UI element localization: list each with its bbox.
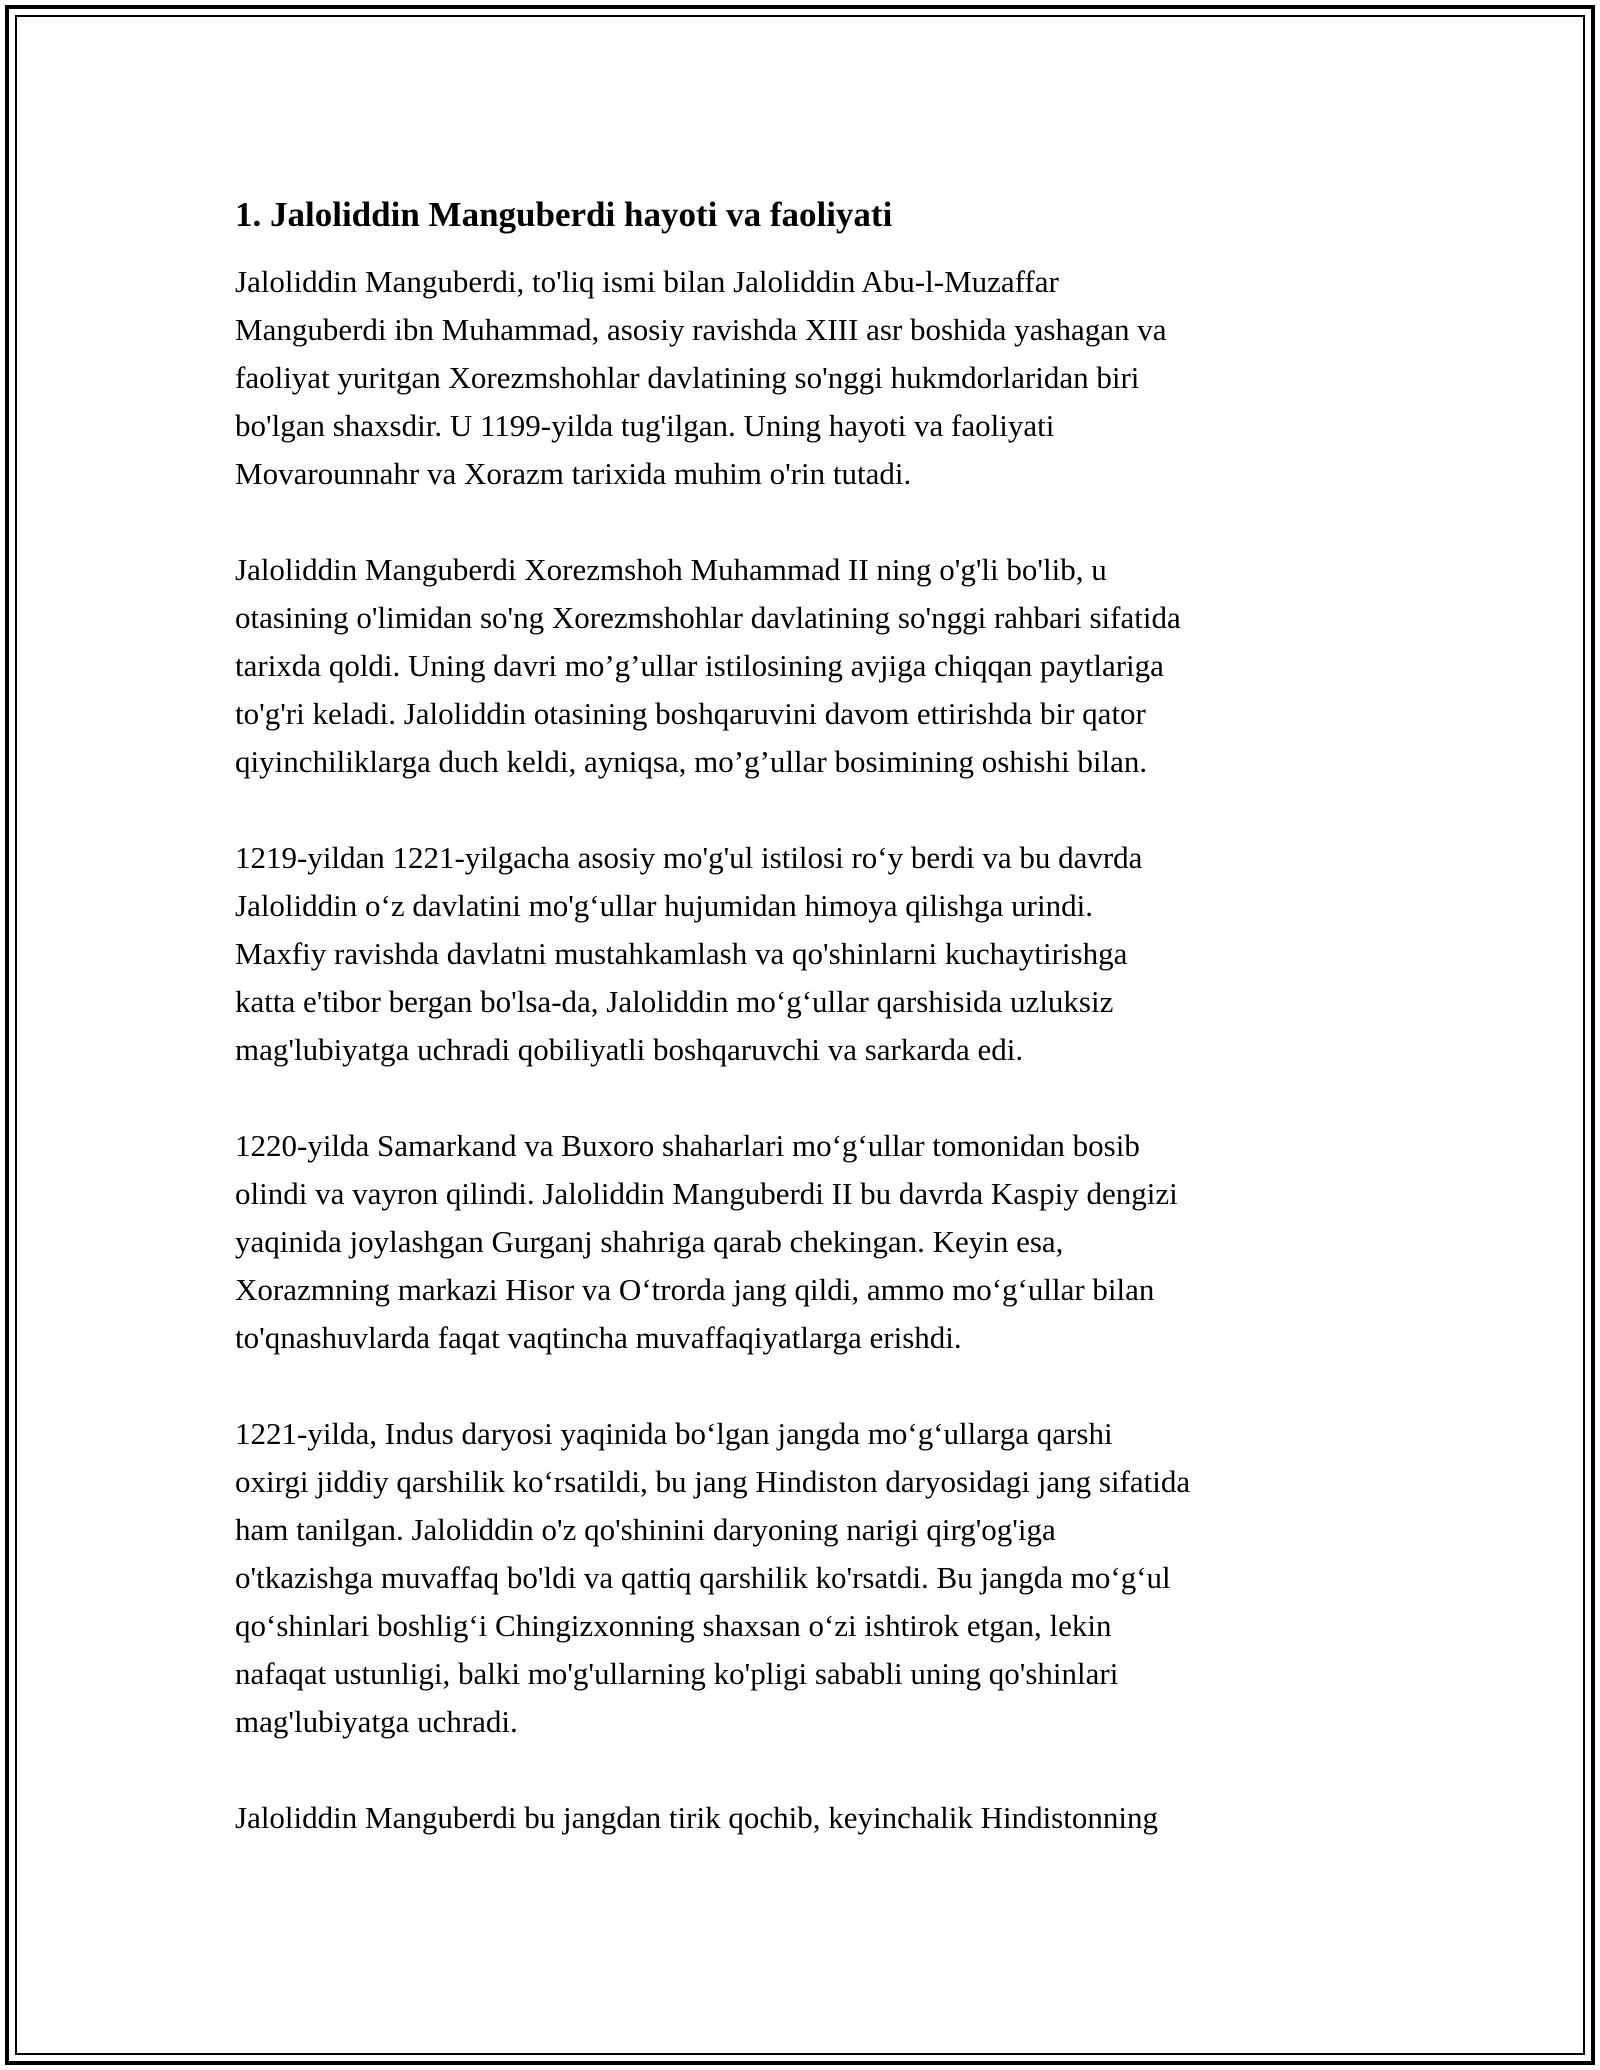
- paragraph: [235, 1122, 1375, 1362]
- text-line: ham tanilgan. Jaloliddin o'z qo'shinini daryoning narigi qirg'og'iga: [235, 1512, 1056, 1547]
- text-line: Jaloliddin o‘z davlatini mo'g‘ullar hujumidan himoya qilishga urindi.: [235, 888, 1093, 923]
- text-line: to'g'ri keladi. Jaloliddin otasining boshqaruvini davom ettirishda bir qator: [235, 696, 1146, 731]
- text-line: faoliyat yuritgan Xorezmshohlar davlatining so'nggi hukmdorlaridan biri: [235, 360, 1140, 395]
- text-line: o'tkazishga muvaffaq bo'ldi va qattiq qarshilik ko'rsatdi. Bu jangda mo‘g‘ul: [235, 1560, 1171, 1595]
- text-line: nafaqat ustunligi, balki mo'g'ullarning ko'pligi sababli uning qo'shinlari: [235, 1656, 1119, 1691]
- paragraph: [235, 834, 1375, 1074]
- text-line: Xorazmning markazi Hisor va O‘trorda jang qildi, ammo mo‘g‘ullar bilan: [235, 1272, 1155, 1307]
- text-line: qiyinchiliklarga duch keldi, ayniqsa, mo’g’ullar bosimining oshishi bilan.: [235, 744, 1148, 779]
- text-line: Manguberdi ibn Muhammad, asosiy ravishda XIII asr boshida yashagan va: [235, 312, 1167, 347]
- text-line: Jaloliddin Manguberdi Xorezmshoh Muhammad II ning o'g'li bo'lib, u: [235, 552, 1107, 587]
- paragraph: [235, 1410, 1375, 1746]
- paragraph-list: [235, 258, 1375, 1842]
- text-line: 1221-yilda, Indus daryosi yaqinida bo‘lgan jangda mo‘g‘ullarga qarshi: [235, 1416, 1113, 1451]
- text-line: Maxfiy ravishda davlatni mustahkamlash va qo'shinlarni kuchaytirishga: [235, 936, 1128, 971]
- document-body: [235, 190, 1375, 1890]
- text-line: olindi va vayron qilindi. Jaloliddin Manguberdi II bu davrda Kaspiy dengizi: [235, 1176, 1178, 1211]
- text-line: Movarounnahr va Xorazm tarixida muhim o'rin tutadi.: [235, 456, 912, 491]
- section-heading: 1. Jaloliddin Manguberdi hayoti va faoliyati: [235, 195, 893, 234]
- text-line: 1220-yilda Samarkand va Buxoro shaharlari mo‘g‘ullar tomonidan bosib: [235, 1128, 1140, 1163]
- text-line: tarixda qoldi. Uning davri mo’g’ullar istilosining avjiga chiqqan paytlariga: [235, 648, 1164, 683]
- text-line: otasining o'limidan so'ng Xorezmshohlar davlatining so'nggi rahbari sifatida: [235, 600, 1181, 635]
- text-line: 1219-yildan 1221-yilgacha asosiy mo'g'ul istilosi ro‘y berdi va bu davrda: [235, 840, 1143, 875]
- text-line: Jaloliddin Manguberdi, to'liq ismi bilan Jaloliddin Abu-l-Muzaffar: [235, 264, 1059, 299]
- text-line: Jaloliddin Manguberdi bu jangdan tirik qochib, keyinchalik Hindistonning: [235, 1800, 1158, 1835]
- text-line: yaqinida joylashgan Gurganj shahriga qarab chekingan. Keyin esa,: [235, 1224, 1064, 1259]
- text-line: mag'lubiyatga uchradi.: [235, 1704, 518, 1739]
- text-line: mag'lubiyatga uchradi qobiliyatli boshqaruvchi va sarkarda edi.: [235, 1032, 1024, 1067]
- paragraph: [235, 258, 1375, 498]
- text-line: bo'lgan shaxsdir. U 1199-yilda tug'ilgan. Uning hayoti va faoliyati: [235, 408, 1055, 443]
- paragraph: [235, 1794, 1375, 1842]
- text-line: to'qnashuvlarda faqat vaqtincha muvaffaqiyatlarga erishdi.: [235, 1320, 962, 1355]
- text-line: qo‘shinlari boshlig‘i Chingizxonning shaxsan o‘zi ishtirok etgan, lekin: [235, 1608, 1112, 1643]
- text-line: katta e'tibor bergan bo'lsa-da, Jaloliddin mo‘g‘ullar qarshisida uzluksiz: [235, 984, 1114, 1019]
- paragraph: [235, 546, 1375, 786]
- text-line: oxirgi jiddiy qarshilik ko‘rsatildi, bu jang Hindiston daryosidagi jang sifatida: [235, 1464, 1191, 1499]
